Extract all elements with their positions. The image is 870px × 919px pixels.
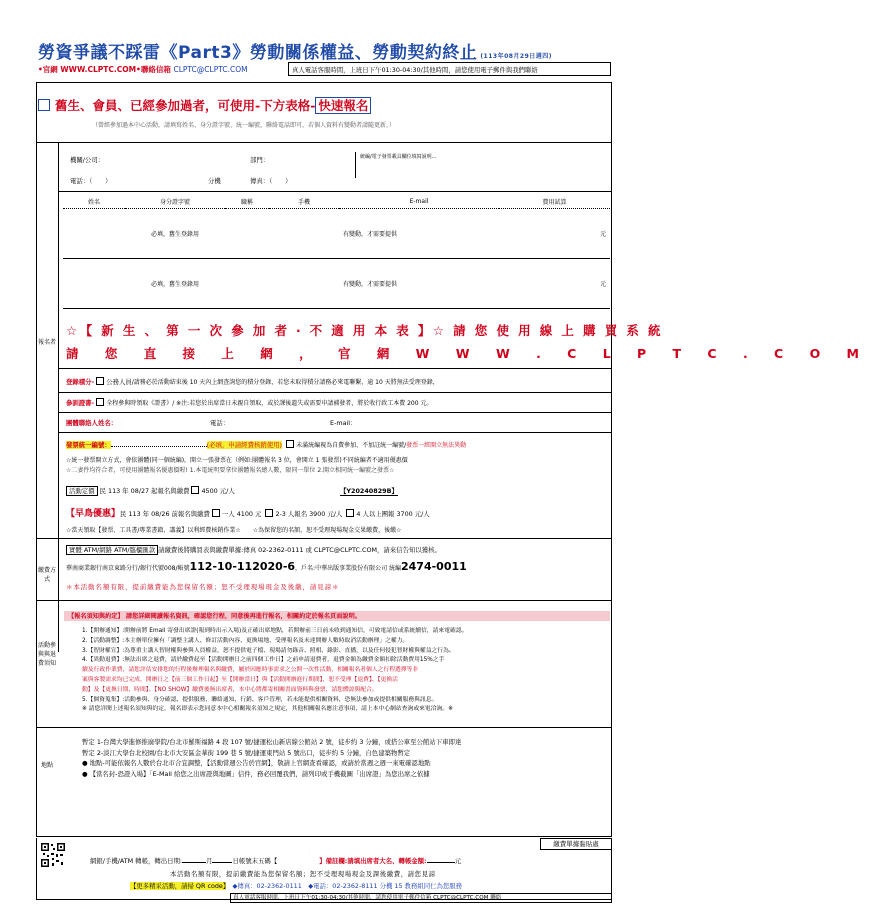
payment-side-label: 繳費方式 [37,567,56,583]
id-cell[interactable]: 必填，舊生登錄用 [125,258,225,308]
phone-label: 電話：（ ） [70,177,112,185]
list-item: 暫定 2-淡江大學台北校園/台北市大安區金華街 199 巷 5 號/捷運東門站 5 號出口，徒步約 5 分鐘，自色建築物暫定 [82,748,411,757]
col-id: 身分證字號 [125,196,225,208]
service-hours-box: 真人電話客服時間，上班日下午01:30-04:30/其他時間，請您使用電子郵件信箱 CLPTC@CLPTC.COM 聯絡 [230,893,612,903]
website-warning[interactable]: 請 您 直 接 上 網 ， 官 網 W W W . C L P T C . C O M [66,346,870,361]
bottom-notice: 本活動名額有限，提前繳費能為您保留名額；恕不受理現場現金及課後繳費，請您見諒 [170,870,436,878]
tax-id: 2474-0011 [400,560,467,573]
checkbox-icon[interactable] [212,509,220,517]
mobile-cell[interactable] [269,258,339,308]
contact-email-label: E-mail： [330,419,357,427]
more-events-label: 【更多精采活動，請掃 QR code】 [130,882,227,890]
email-link[interactable]: CLPTC@CLPTC.COM [173,65,248,74]
payment-line-2: 華南商業銀行南京東路分行/銀行代號008/帳號112-10-112020-6，戶名:中華出版事業股份有限公司 統編2474-0011 [66,560,467,573]
mobile-cell[interactable] [269,208,339,258]
col-title: 職稱 [225,196,269,208]
list-item: 案與客製需求均已完成，開辦日之【前三個工作日起】至【開辦當日】與【活動開辦進行期間】，恕不受理【退費】、【更換活 [82,676,398,683]
contact-row: 團體聯絡人姓名： [66,419,118,427]
section-heading: 舊生、會員、已經參加過者，可使用-下方表格- 快速報名 [38,96,371,114]
email-cell[interactable]: 有變動，才需要提供 [339,208,499,258]
checkbox-icon[interactable] [38,99,50,111]
list-item: 5.【個資蒐集】:活動參與、身分確認、提供服務、聯絡通知、行銷、客戶管理，若未能提供相關資料，恐無法參加或提供相關服務與訊息。 [82,696,438,703]
name-cell[interactable] [63,258,125,308]
new-student-warning: ☆【 新 生 、 第 一 次 參 加 者 ‧ 不 適 用 本 表 】☆ 請 您 使 用 線 上 購 買 系 統 [66,323,663,338]
notes-side-label: 活動參與與退費須知 [37,642,56,667]
cert-row: 參訓證書- 全程參與時領取《證書》/ ※注:若您於出席當日未親自領取，或於課後遺失或需要申請補發者，將於收行政工本費 200 元。 [66,399,433,407]
bank-account: 112-10-112020-6 [189,560,296,573]
section-note: （曾經參加過本中心活動，請填寫姓名、身分證字號、統一編號，聯絡電話即可，若個人資料有變動者請隨更新。） [92,122,396,129]
checkbox-icon[interactable] [265,509,273,517]
checkbox-icon[interactable] [96,377,104,385]
list-item: ● 【當名封-恐證入場】「E-Mail 給您之出席證與地圖」信件，務必回覆我們，請列印或手機截圖「出席證」為您出席之依據 [82,769,430,778]
col-email: E-mail [339,196,499,208]
transfer-line: 網銀/手機/ATM 轉帳，轉出日期: 月 日帳號末五碼【 】備註欄:請填出席者大名、轉帳金額: 元 [90,857,461,865]
invoice-note-box: 統編/電子發票載具欄位填寫說明... [355,152,610,178]
receipt-note: ☆當天領取【發票、工具書/專業書籍、講義】以利經費核銷作業☆ ☆為保留您的名額，恕不受理現場現金交果繳費，後繳☆ [66,527,402,534]
course-code: 【Y20240829B】 [340,487,398,495]
checkbox-icon[interactable] [346,509,354,517]
list-item: 續及行政作業費，請您評估安排您的行程後辦理報名與繳費，屬於因應時事需求之公開一次性活動，相關報名者個人之行程選擇等非 [82,667,419,674]
list-item: 1.【開辦通知】:開辦前將 Email 寄發出席證(報到時出示入場)及正確出席地點，若開辦前三日前未收到通知信，可致電請信或系統續信，請來電確認。 [82,628,468,634]
page-title: 勞資爭議不踩雷《Part3》勞動關係權益、勞動契約終止 (113年08月29日週四) [38,43,553,63]
org-label: 機關/公司： [70,156,105,164]
col-mobile: 手機 [269,196,339,208]
list-item: 2.【活動調整】:本主辦單位擁有「調整主講人、修訂活動內容、更換場地、受理報名及未達開辦人數時取消活動辦理」之權力。 [82,637,409,644]
invoice-row: 發票統一編號： (必填，申請經費核銷使用) 未滿統編視為自費參加，不加註統一編號/發票一經開立無法異動 [66,441,467,449]
col-fee: 費用試算 [499,196,610,208]
title-cell[interactable] [225,258,269,308]
checkbox-icon[interactable] [191,486,199,494]
dept-label: 部門： [250,156,270,164]
contact-phone-label: 電話： [210,419,230,427]
checkbox-icon[interactable] [96,398,104,406]
list-item: ● 地點-可能依報名人數於台北市合宜調整，【活動當週公告於官網】，敬請上官網查看確認，或請於當週之週一來電確認地點 [82,759,431,767]
venue-list [82,737,607,779]
fax-label: 傳真：（ ） [250,177,292,185]
contact-line: •官網 WWW.CLPTC.COM•聯絡信箱 CLPTC@CLPTC.COM [38,65,248,74]
registrant-table [63,196,610,309]
qr-code-icon[interactable] [40,842,66,868]
notes-list [82,627,607,715]
points-row: 登錄積分- 公務人員/請務必於活動結束後 10 天內上網查詢您的積分登錄，若您未取得積分請務必來電聯繫，逾 10 天將無法受理登錄， [66,378,439,386]
payment-line-3: ＊本活動名額有限，提前繳費能為您保留名額；恕不受理現場現金及後繳，請見諒＊ [66,583,340,591]
table-row [63,258,610,308]
id-cell[interactable]: 必填，舊生登錄用 [125,208,225,258]
ext-label: 分機 [208,177,221,185]
title-cell[interactable] [225,208,269,258]
list-item: 動】及【更換日期、時間】。【NO SHOW】繳費後無出席者，本中心將都寄相關書面資料與發票，請您體諒與配合。 [82,686,378,693]
event-date: (113年08月29日週四) [480,53,553,60]
venue-side-label: 地點 [40,762,53,769]
email-cell[interactable]: 有變動，才需要提供 [339,258,499,308]
fee-cell[interactable]: 元 [499,208,610,258]
col-name: 姓名 [63,196,125,208]
list-item: 3.【智財權宣】:為尊重主講人智財權與參與人員權益，恕不提供電子檔、現場請勿錄音、照相、錄影、直播，以及任何侵犯智財權與權益之行為。 [82,647,455,654]
name-cell[interactable] [63,208,125,258]
notes-heading-bar: 【報名須知與約定】 請您詳細閱讀報名資訊，確認您行程，同意後再進行報名，相關約定於報名頁面說明。 [64,611,610,621]
quick-register-label: 快速報名 [315,97,371,114]
receipt-paste-box: 繳費單據黏貼處 [540,838,612,850]
list-item: 4.【異動退費】:無法出席之退費，請於繳費起至【活動開辦日之前四個工作日】之前申請退費者，退費金額為繳費金額扣除活動費用15%之手 [82,657,445,664]
list-item: ※ 請您詳閱上述報名須知與約定，報名即表示您同意本中心相關報名須知之規定，其他相關報名應注意事項，請上本中心網站查詢或來電洽詢。※ [82,706,453,713]
table-row [63,208,610,258]
hotline-box: 真人電話客服時間，上班日下午01:30-04:30/其他時間，請您使用電子郵件與我們聯絡 [288,62,611,76]
contact-bottom-row: 【更多精采活動，請掃 QR code】 ◆傳真：02-2362-0111 ◆電話：02-2362-8111 分機 15 教務組同仁為您服務 [130,882,463,890]
registrant-side-label: 報名者 [37,339,56,346]
checkbox-icon[interactable] [286,440,294,448]
price-row: 活動定價 民 113 年 08/27 起報名與繳費 4500 元/人 [66,486,235,495]
list-item: 暫定 1-台灣大學進修推廣學院/台北市羅斯福路 4 段 107 號/捷運松山新店線公館站 2 號，徒步約 3 分鐘，或搭公車至公館站下車即達 [82,738,462,746]
fee-cell[interactable]: 元 [499,258,610,308]
early-bird-row: 【早鳥優惠】民 113 年 08/26 前報名與繳費 一人 4100 元 2-3 人報名 3900 元/人 4 人以上團報 3700 元/人 [66,509,430,519]
invoice-note-1: ☆統一發票開立方式，會依團體(同一個統編)，開立一張發票在（例如:團體報名 3 位，會開立 1 張發票)不同統編者不適用優惠價 [66,457,408,464]
payment-line-1: 實體 ATM/網路 ATM/臨櫃匯款 請繳費後將購買表與繳費單據:傳真 02-2362-0111 或 CLPTC@CLPTC.COM，請來信告知以獲核。 [66,545,441,554]
invoice-note-2: ☆二妻件均符合者，可使用團體報名優惠價喔! 1.本電統明要拿位團體報名總人數，限同一單位 2.開立相同統一編號之發票☆ [66,467,395,474]
